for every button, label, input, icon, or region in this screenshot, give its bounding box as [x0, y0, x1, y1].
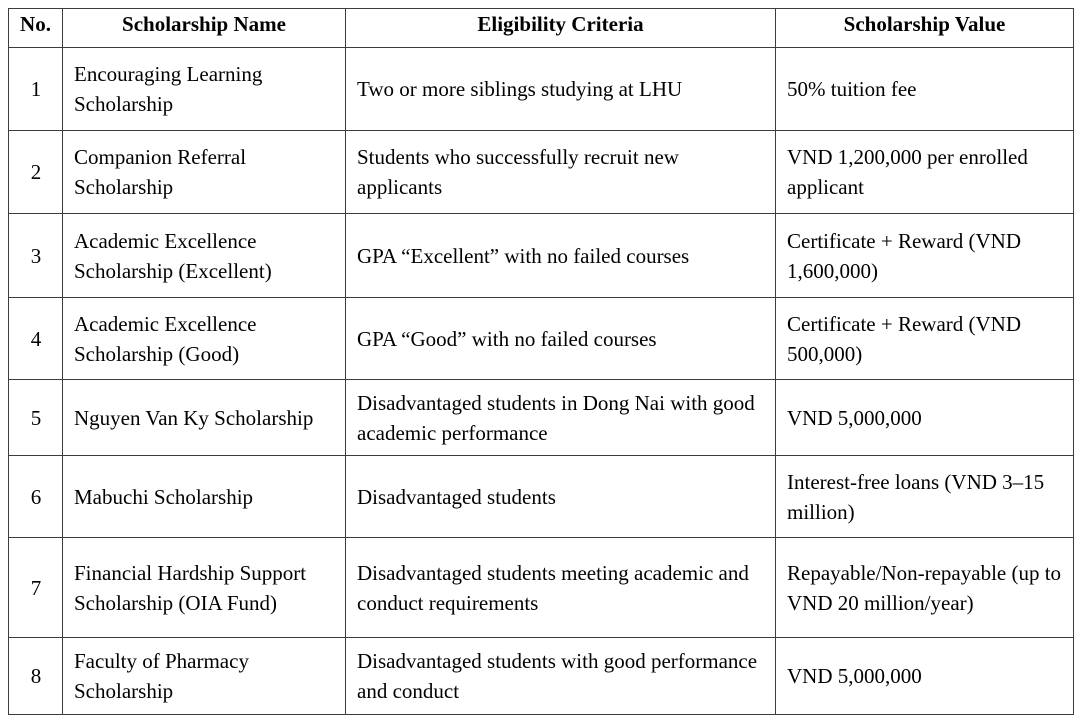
table-row — [9, 214, 1074, 298]
cell-no: 3 — [9, 214, 63, 298]
cell-scholarship-name: Academic Excellence Scholarship (Good) — [63, 298, 346, 380]
cell-scholarship-name: Faculty of Pharmacy Scholarship — [63, 638, 346, 715]
cell-scholarship-name: Encouraging Learning Scholarship — [63, 48, 346, 131]
table-row — [9, 380, 1074, 456]
cell-eligibility-criteria: GPA “Good” with no failed courses — [346, 298, 776, 380]
cell-scholarship-value: VND 5,000,000 — [776, 638, 1074, 715]
cell-eligibility-criteria: Disadvantaged students in Dong Nai with good academic performance — [346, 380, 776, 456]
cell-eligibility-criteria: Disadvantaged students with good performance and conduct — [346, 638, 776, 715]
column-header-scholarship-value: Scholarship Value — [776, 9, 1074, 48]
cell-scholarship-name: Academic Excellence Scholarship (Excellent) — [63, 214, 346, 298]
table-row — [9, 48, 1074, 131]
cell-scholarship-value: Certificate + Reward (VND 500,000) — [776, 298, 1074, 380]
table-row — [9, 298, 1074, 380]
cell-scholarship-name: Mabuchi Scholarship — [63, 456, 346, 538]
cell-no: 6 — [9, 456, 63, 538]
cell-no: 8 — [9, 638, 63, 715]
table-row — [9, 456, 1074, 538]
cell-eligibility-criteria: Disadvantaged students meeting academic and conduct requirements — [346, 538, 776, 638]
scholarship-table — [8, 8, 1074, 715]
cell-scholarship-value: Repayable/Non-repayable (up to VND 20 million/year) — [776, 538, 1074, 638]
table-header-row — [9, 9, 1074, 48]
cell-scholarship-name: Nguyen Van Ky Scholarship — [63, 380, 346, 456]
cell-no: 5 — [9, 380, 63, 456]
cell-eligibility-criteria: Students who successfully recruit new applicants — [346, 131, 776, 214]
column-header-scholarship-name: Scholarship Name — [63, 9, 346, 48]
cell-scholarship-value: Certificate + Reward (VND 1,600,000) — [776, 214, 1074, 298]
table-row — [9, 538, 1074, 638]
table-row — [9, 638, 1074, 715]
cell-no: 2 — [9, 131, 63, 214]
cell-no: 1 — [9, 48, 63, 131]
cell-no: 7 — [9, 538, 63, 638]
cell-scholarship-name: Companion Referral Scholarship — [63, 131, 346, 214]
column-header-eligibility-criteria: Eligibility Criteria — [346, 9, 776, 48]
column-header-no: No. — [9, 9, 63, 48]
cell-scholarship-value: 50% tuition fee — [776, 48, 1074, 131]
cell-scholarship-value: VND 5,000,000 — [776, 380, 1074, 456]
cell-scholarship-name: Financial Hardship Support Scholarship (OIA Fund) — [63, 538, 346, 638]
cell-eligibility-criteria: Two or more siblings studying at LHU — [346, 48, 776, 131]
cell-eligibility-criteria: GPA “Excellent” with no failed courses — [346, 214, 776, 298]
cell-no: 4 — [9, 298, 63, 380]
cell-eligibility-criteria: Disadvantaged students — [346, 456, 776, 538]
cell-scholarship-value: VND 1,200,000 per enrolled applicant — [776, 131, 1074, 214]
cell-scholarship-value: Interest-free loans (VND 3–15 million) — [776, 456, 1074, 538]
table-row — [9, 131, 1074, 214]
